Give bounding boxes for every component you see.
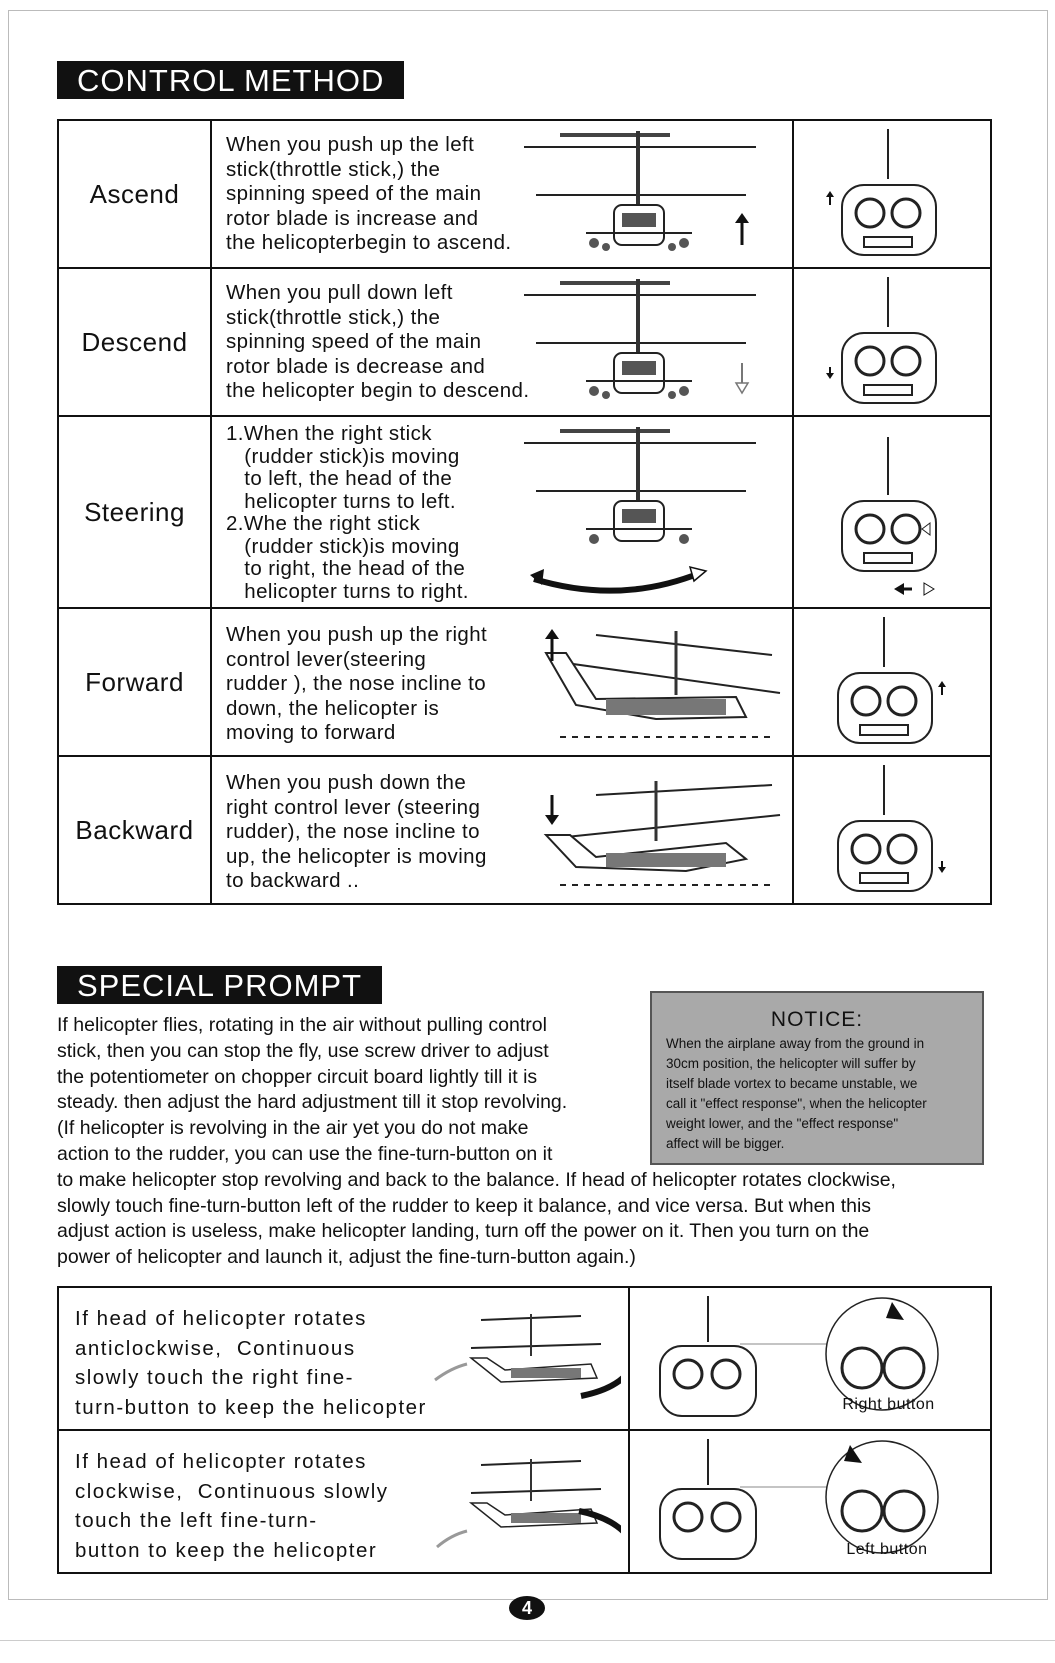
remote-controller-icon (794, 417, 984, 607)
prompt-line: adjust action is useless, make helicopter landing, turn off the power on it. Then you turn on the (57, 1220, 870, 1243)
prompt-line: to make helicopter stop revolving and back to the balance. If head of helicopter rotates clockwise, (57, 1168, 896, 1191)
bottom-rule (0, 1640, 1055, 1641)
fine-tune-text: If head of helicopter rotates clockwise, Continuous slowly touch the left fine-turn- button to keep the helicopter (75, 1450, 389, 1562)
helicopter-side-icon (536, 761, 786, 901)
table-row (58, 1430, 991, 1573)
notice-line: When the airplane away from the ground in (666, 1036, 925, 1051)
prompt-line: power of helicopter and launch it, adjust the fine-turn-button again.) (57, 1246, 636, 1269)
row-label: Ascend (58, 120, 211, 268)
fine-tune-text: If head of helicopter rotates anticlockwise, Continuous slowly touch the right fine- turn-button to keep the helicopter (75, 1307, 427, 1419)
row-label: Backward (58, 756, 211, 904)
table-row (58, 608, 991, 756)
notice-line: weight lower, and the "effect response" (666, 1116, 899, 1131)
page-number: 4 (509, 1596, 545, 1620)
notice-line: itself blade vortex to became unstable, we (666, 1076, 918, 1091)
curved-rotation-arrow-icon (530, 565, 710, 599)
prompt-line: stick, then you can stop the fly, use screw driver to adjust (57, 1039, 549, 1062)
right-button-caption: Right button (842, 1396, 935, 1413)
notice-line: affect will be bigger. (666, 1136, 785, 1151)
row-description: When you push up the left stick(throttle stick,) the spinning speed of the main rotor blade is increase and the helicopterbegin to ascend. (226, 133, 512, 254)
helicopter-front-icon (516, 421, 786, 556)
prompt-line: the potentiometer on chopper circuit board lightly till it is (57, 1065, 538, 1088)
prompt-line: (If helicopter is revolving in the air yet you do not make (57, 1117, 529, 1140)
up-arrow-icon (732, 213, 752, 247)
remote-controller-icon (794, 757, 984, 903)
row-description: When you pull down left stick(throttle stick,) the spinning speed of the main rotor blade is decrease and the helicopter begin to descend. (226, 281, 530, 402)
control-method-table (57, 119, 992, 905)
table-row (58, 120, 991, 268)
notice-line: 30cm position, the helicopter will suffer by (666, 1056, 916, 1071)
row-description: 1.When the right stick (rudder stick)is moving to left, the head of the helicopter turns to left. 2.Whe the right stick (rudder stick)is moving to right, the head of the helicopter turns to right. (226, 422, 469, 603)
control-method-heading: CONTROL METHOD (57, 61, 404, 99)
left-button-caption: Left button (846, 1541, 928, 1558)
prompt-line: If helicopter flies, rotating in the air without pulling control (57, 1014, 547, 1036)
notice-title: NOTICE: (770, 1008, 864, 1031)
remote-controller-icon (794, 269, 984, 415)
special-prompt-heading: SPECIAL PROMPT (57, 966, 382, 1004)
notice-line: call it "effect response", when the helicopter (666, 1096, 927, 1111)
up-arrow-icon (542, 629, 562, 663)
helicopter-side-icon (536, 613, 786, 753)
prompt-line: slowly touch fine-turn-button left of the rudder to keep it balance, and vice versa. But when this (57, 1194, 872, 1217)
prompt-line: steady. then adjust the hard adjustment till it stop revolving. (57, 1091, 568, 1114)
notice-box (650, 991, 984, 1165)
table-row (58, 1287, 991, 1430)
remote-controller-icon (794, 121, 984, 267)
row-label: Forward (58, 608, 211, 756)
helicopter-side-icon (431, 1304, 621, 1414)
down-arrow-icon (542, 793, 562, 827)
row-description: When you push down the right control lever (steering rudder), the nose incline to up, the helicopter is moving to backward .. (226, 771, 487, 892)
row-label: Steering (58, 416, 211, 608)
table-row (58, 756, 991, 904)
row-label: Descend (58, 268, 211, 416)
table-row (58, 416, 991, 608)
table-row (58, 268, 991, 416)
down-arrow-icon (732, 361, 752, 395)
remote-controller-icon (794, 609, 984, 755)
row-description: When you push up the right control lever(steering rudder ), the nose incline to down, the helicopter is moving to forward (226, 623, 488, 744)
fine-tune-table (57, 1286, 992, 1574)
remote-controller-icon (630, 1431, 986, 1571)
notice-body (652, 1032, 982, 1154)
prompt-line: action to the rudder, you can use the fine-turn-button on it (57, 1142, 553, 1165)
helicopter-side-icon (431, 1447, 621, 1557)
